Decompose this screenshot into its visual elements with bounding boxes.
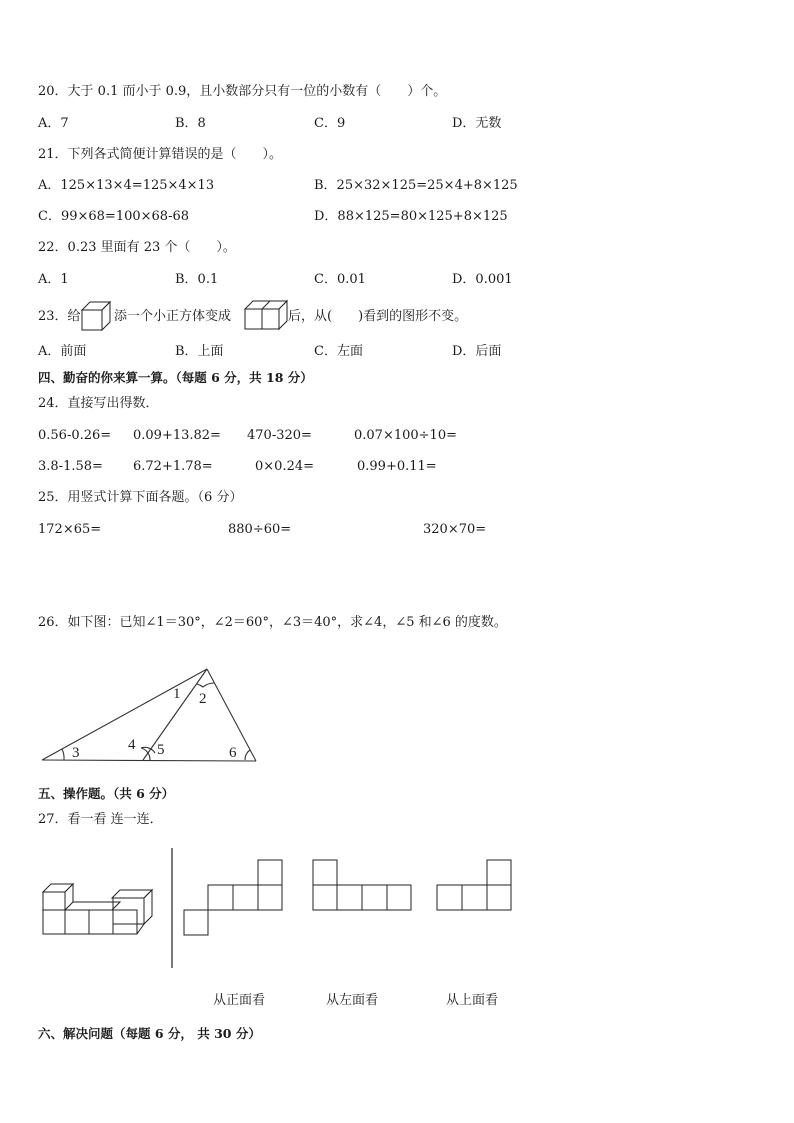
view-option-b-figure — [311, 858, 415, 914]
angle-6-arc — [245, 750, 250, 760]
q25-item: 320×70= — [423, 522, 487, 537]
q24-expr: 0×0.24= — [255, 459, 315, 474]
q23-stem-part2: 添一个小正方体变成 — [114, 309, 232, 324]
q23-stem-part1: 23．给 — [38, 309, 81, 324]
q24-expr: 0.07×100÷10= — [354, 428, 457, 443]
q24-stem: 24．直接写出得数． — [38, 396, 159, 411]
q24-expr: 0.09+13.82= — [133, 428, 221, 443]
q25-item: 172×65= — [38, 522, 102, 537]
view-label-front: 从正面看 — [213, 993, 266, 1008]
q27-stem: 27．看一看 连一连． — [38, 812, 163, 827]
q26-stem: 26．如下图：已知∠1＝30°，∠2＝60°，∠3＝40°，求∠4，∠5 和∠6 的度数。 — [38, 615, 507, 630]
q22-option-a: A．1 — [38, 272, 69, 287]
q24-expr: 0.56-0.26= — [38, 428, 112, 443]
q23-option-d: D．后面 — [452, 344, 502, 359]
angle-4-5-arc — [141, 747, 155, 760]
block-solid-figure — [40, 880, 155, 940]
q20-option-c: C．9 — [314, 116, 346, 131]
q24-expr: 3.8-1.58= — [38, 459, 103, 474]
section-5-title: 五、操作题。（共 6 分） — [38, 786, 175, 801]
angle-1-2-arc — [197, 683, 214, 687]
q20-option-b: B．8 — [175, 116, 206, 131]
view-label-top: 从上面看 — [446, 993, 499, 1008]
q23-option-c: C．左面 — [314, 344, 363, 359]
view-label-left: 从左面看 — [326, 993, 379, 1008]
triangle-inner-segment — [143, 669, 207, 760]
q20-option-a: A．7 — [38, 116, 69, 131]
q21-option-d: D．88×125=80×125+8×125 — [314, 209, 508, 224]
q23-stem-part3: 后，从( )看到的图形不变。 — [288, 309, 468, 324]
q22-option-d: D．0.001 — [452, 272, 513, 287]
section-4-title: 四、勤奋的你来算一算。（每题 6 分，共 18 分） — [38, 370, 313, 385]
q21-option-b: B．25×32×125=25×4+8×125 — [314, 178, 518, 193]
q24-expr: 6.72+1.78= — [133, 459, 213, 474]
angle-3-arc — [62, 749, 64, 760]
angle-label-2: 2 — [199, 691, 207, 707]
q20-stem: 20．大于 0.1 而小于 0.9，且小数部分只有一位的小数有（ ）个。 — [38, 84, 447, 99]
q21-option-c: C．99×68=100×68-68 — [38, 209, 189, 224]
q23-option-b: B．上面 — [175, 344, 224, 359]
q22-option-c: C．0.01 — [314, 272, 366, 287]
view-option-a-figure — [182, 858, 286, 938]
q20-option-d: D．无数 — [452, 116, 502, 131]
triangle-left-side — [42, 669, 207, 760]
q21-option-a: A．125×13×4=125×4×13 — [38, 178, 215, 193]
view-option-c-figure — [435, 858, 515, 914]
angle-label-3: 3 — [72, 745, 80, 761]
q22-option-b: B．0.1 — [175, 272, 219, 287]
angle-label-5: 5 — [157, 742, 165, 758]
angle-label-1: 1 — [173, 686, 181, 702]
divider-line — [168, 848, 176, 970]
q22-stem: 22．0.23 里面有 23 个（ ）。 — [38, 240, 236, 255]
angle-label-6: 6 — [229, 745, 237, 761]
section-6-title: 六、解决问题（每题 6 分， 共 30 分） — [38, 1026, 261, 1041]
q21-stem: 21．下列各式简便计算错误的是（ ）。 — [38, 147, 283, 162]
angle-label-4: 4 — [128, 737, 136, 753]
q25-stem: 25．用竖式计算下面各题。（6 分） — [38, 490, 243, 505]
q23-option-a: A．前面 — [38, 344, 87, 359]
q24-expr: 0.99+0.11= — [357, 459, 437, 474]
q24-expr: 470-320= — [247, 428, 312, 443]
q25-item: 880÷60= — [228, 522, 292, 537]
